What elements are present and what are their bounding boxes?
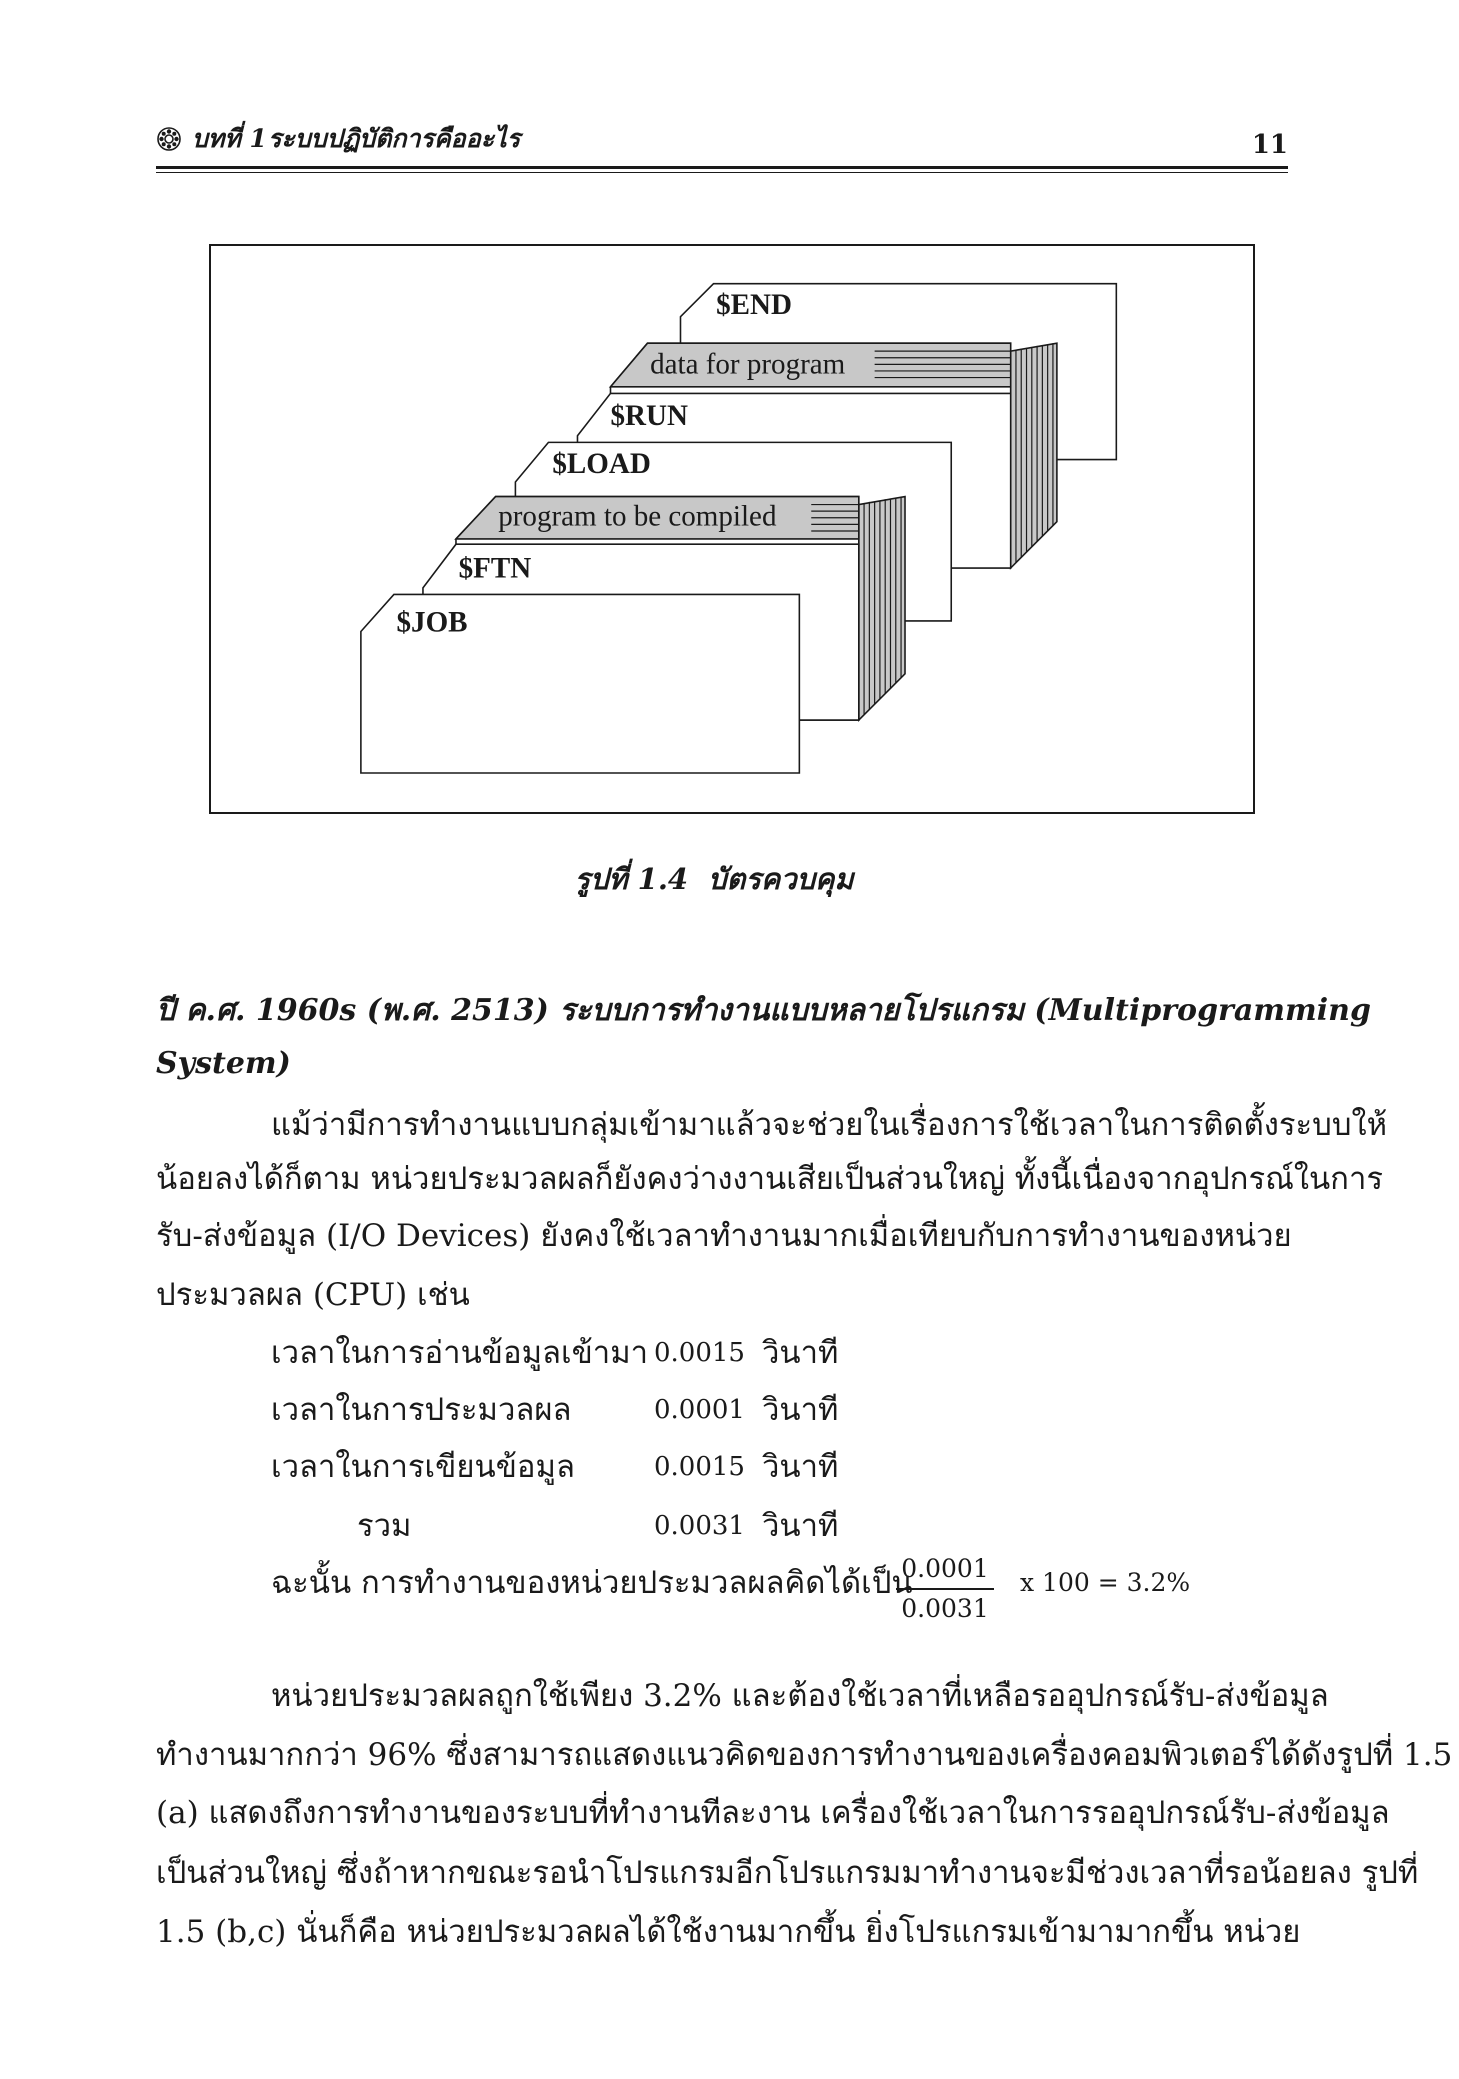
- job-card-label: $JOB: [396, 606, 468, 639]
- timing-row-unit: วินาที: [762, 1392, 839, 1428]
- chapter-label: บทที่ 1: [192, 124, 267, 153]
- load-card-label: $LOAD: [552, 447, 651, 480]
- paragraph1-line-1: แม้ว่ามีการทำงานแบบกลุ่มเข้ามาแล้วจะช่วยในเรื่องการใช้เวลาในการติดตั้งระบบให้: [271, 1107, 1388, 1143]
- timing-row-value: 0.0001: [654, 1395, 745, 1425]
- paragraph2-line-5: 1.5 (b,c) นั่นก็คือ หน่วยประมวลผลได้ใช้งานมากขึ้น ยิ่งโปรแกรมเข้ามามากขึ้น หน่วย: [156, 1914, 1301, 1950]
- utilization-result: x 100 = 3.2%: [1020, 1568, 1191, 1597]
- figure-caption-title: บัตรควบคุม: [708, 862, 854, 896]
- run-card-label: $RUN: [610, 400, 688, 433]
- data-deck-side: [1011, 343, 1057, 568]
- header-rule: [156, 166, 1288, 173]
- timing-total-value: 0.0031: [654, 1511, 745, 1541]
- ftn-card-label: $FTN: [458, 552, 532, 585]
- program-deck-side: [859, 497, 905, 721]
- timing-total-unit: วินาที: [762, 1508, 839, 1544]
- timing-row-value: 0.0015: [654, 1452, 745, 1482]
- fraction-denominator: 0.0031: [901, 1594, 989, 1623]
- timing-total-label: รวม: [357, 1508, 412, 1544]
- section-heading-line-1: ปี ค.ศ. 1960s (พ.ศ. 2513) ระบบการทำงานแบบหลายโปรแกรม (Multiprogramming: [156, 993, 1371, 1028]
- fraction-bar: [896, 1588, 994, 1590]
- timing-row-label: เวลาในการเขียนข้อมูล: [271, 1449, 575, 1485]
- fraction-numerator: 0.0001: [901, 1554, 989, 1583]
- end-card-label: $END: [716, 289, 793, 322]
- timing-row-unit: วินาที: [762, 1449, 839, 1485]
- flower-bullet-icon: [156, 126, 182, 152]
- chapter-title: ระบบปฏิบัติการคืออะไร: [268, 124, 521, 153]
- utilization-prefix: ฉะนั้น การทำงานของหน่วยประมวลผลคิดได้เป็น: [271, 1565, 913, 1601]
- paragraph1-line-2: น้อยลงได้ก็ตาม หน่วยประมวลผลก็ยังคงว่างงานเสียเป็นส่วนใหญ่ ทั้งนี้เนื่องจากอุปกรณ์ในการ: [156, 1161, 1384, 1197]
- page-number: 11: [1251, 130, 1288, 160]
- timing-row-unit: วินาที: [762, 1335, 839, 1371]
- paragraph2-line-4: เป็นส่วนใหญ่ ซึ่งถ้าหากขณะรอนำโปรแกรมอีกโปรแกรมมาทำงานจะมีช่วงเวลาที่รอน้อยลง รูปที่: [156, 1855, 1419, 1891]
- control-cards-diagram: [209, 244, 1255, 814]
- paragraph1-line-3: รับ-ส่งข้อมูล (I/O Devices) ยังคงใช้เวลาทำงานมากเมื่อเทียบกับการทำงานของหน่วย: [156, 1218, 1292, 1254]
- timing-row-label: เวลาในการประมวลผล: [271, 1392, 572, 1428]
- timing-row-label: เวลาในการอ่านข้อมูลเข้ามา: [271, 1335, 649, 1371]
- paragraph1-line-4: ประมวลผล (CPU) เช่น: [156, 1277, 470, 1313]
- timing-row-value: 0.0015: [654, 1338, 745, 1368]
- section-heading-line-2: System): [156, 1046, 291, 1081]
- data-deck-label: data for program: [650, 348, 846, 381]
- paragraph2-line-1: หน่วยประมวลผลถูกใช้เพียง 3.2% และต้องใช้เวลาที่เหลือรออุปกรณ์รับ-ส่งข้อมูล: [271, 1678, 1329, 1714]
- paragraph2-line-3: (a) แสดงถึงการทำงานของระบบที่ทำงานทีละงาน เครื่องใช้เวลาในการรออุปกรณ์รับ-ส่งข้อมูล: [156, 1795, 1390, 1831]
- program-deck-label: program to be compiled: [498, 500, 777, 533]
- figure-caption-number: รูปที่ 1.4: [574, 862, 689, 896]
- paragraph2-line-2: ทำงานมากกว่า 96% ซึ่งสามารถแสดงแนวคิดของการทำงานของเครื่องคอมพิวเตอร์ได้ดังรูปที่ 1.5: [156, 1737, 1453, 1773]
- figure-caption: [454, 855, 974, 903]
